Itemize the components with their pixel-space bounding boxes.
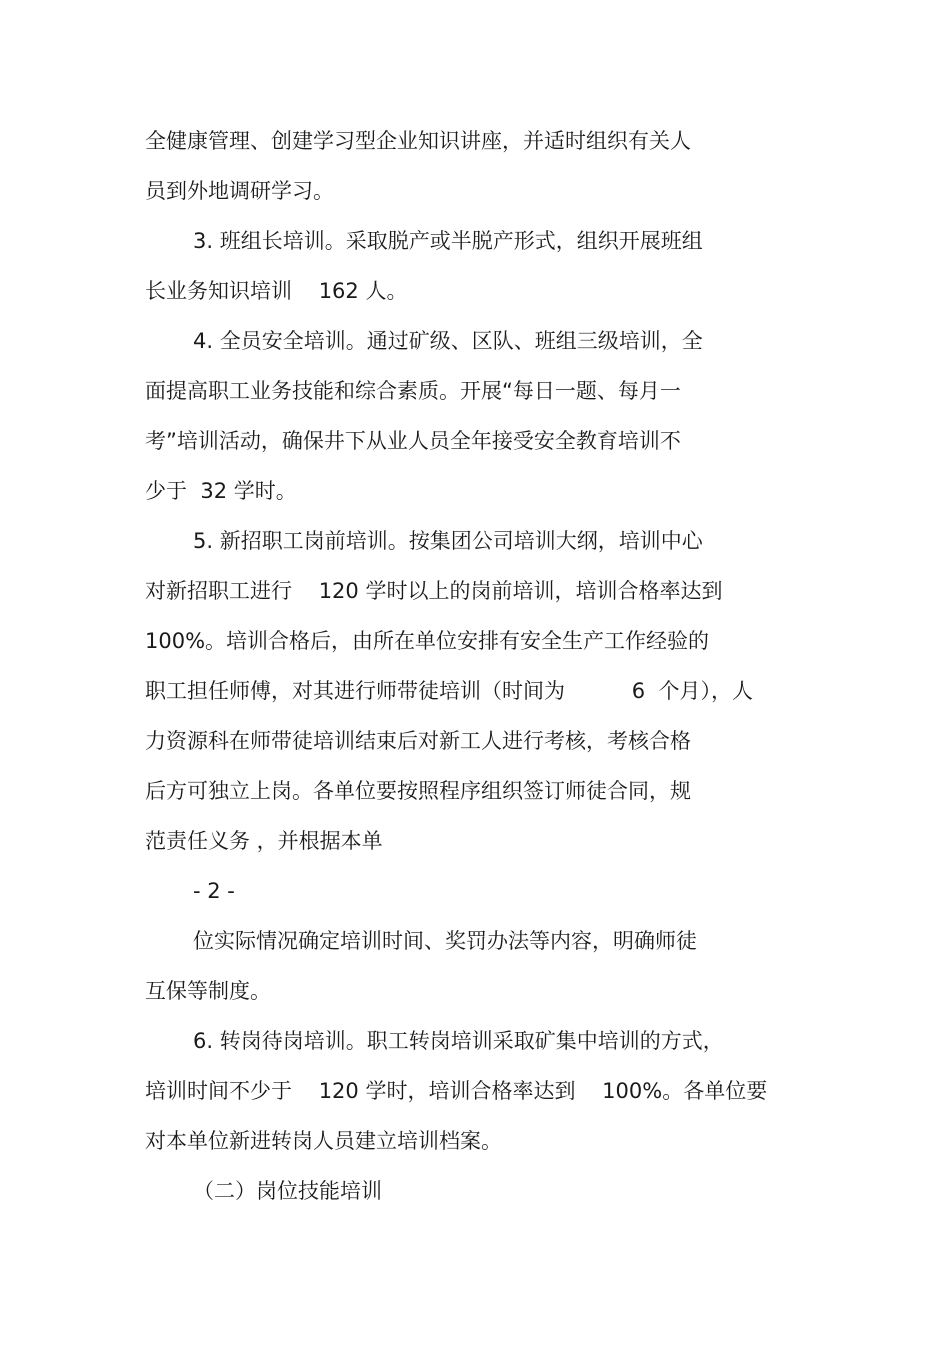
text-line: 培训时间不少于 120 学时，培训合格率达到 100%。各单位要	[145, 1079, 768, 1103]
text-line: 长业务知识培训 162 人。	[145, 279, 408, 303]
text-line: 位实际情况确定培训时间、奖罚办法等内容，明确师徒	[193, 929, 697, 953]
text-line: 力资源科在师带徒培训结束后对新工人进行考核，考核合格	[145, 729, 691, 753]
section-heading: （二）岗位技能培训	[193, 1179, 382, 1203]
text-line: 对新招职工进行 120 学时以上的岗前培训，培训合格率达到	[145, 579, 723, 603]
text-line: 职工担任师傅，对其进行师带徒培训（时间为 6 个月），人	[145, 679, 753, 703]
text-line: 后方可独立上岗。各单位要按照程序组织签订师徒合同，规	[145, 779, 691, 803]
page-number: - 2 -	[193, 879, 235, 903]
text-line: 员到外地调研学习。	[145, 179, 334, 203]
text-line: 少于 32 学时。	[145, 479, 297, 503]
text-line: 互保等制度。	[145, 979, 271, 1003]
text-line: 考”培训活动，确保井下从业人员全年接受安全教育培训不	[145, 429, 681, 453]
text-line: 3. 班组长培训。采取脱产或半脱产形式，组织开展班组	[193, 229, 703, 253]
text-line: 范责任义务 ，并根据本单	[145, 829, 383, 853]
text-line: 100%。培训合格后，由所在单位安排有安全生产工作经验的	[145, 629, 710, 653]
text-line: 5. 新招职工岗前培训。按集团公司培训大纲，培训中心	[193, 529, 703, 553]
text-line: 全健康管理、创建学习型企业知识讲座，并适时组织有关人	[145, 129, 691, 153]
text-line: 面提高职工业务技能和综合素质。开展“每日一题、每月一	[145, 379, 681, 403]
text-line: 4. 全员安全培训。通过矿级、区队、班组三级培训，全	[193, 329, 703, 353]
text-line: 6. 转岗待岗培训。职工转岗培训采取矿集中培训的方式，	[193, 1029, 724, 1053]
text-line: 对本单位新进转岗人员建立培训档案。	[145, 1129, 502, 1153]
